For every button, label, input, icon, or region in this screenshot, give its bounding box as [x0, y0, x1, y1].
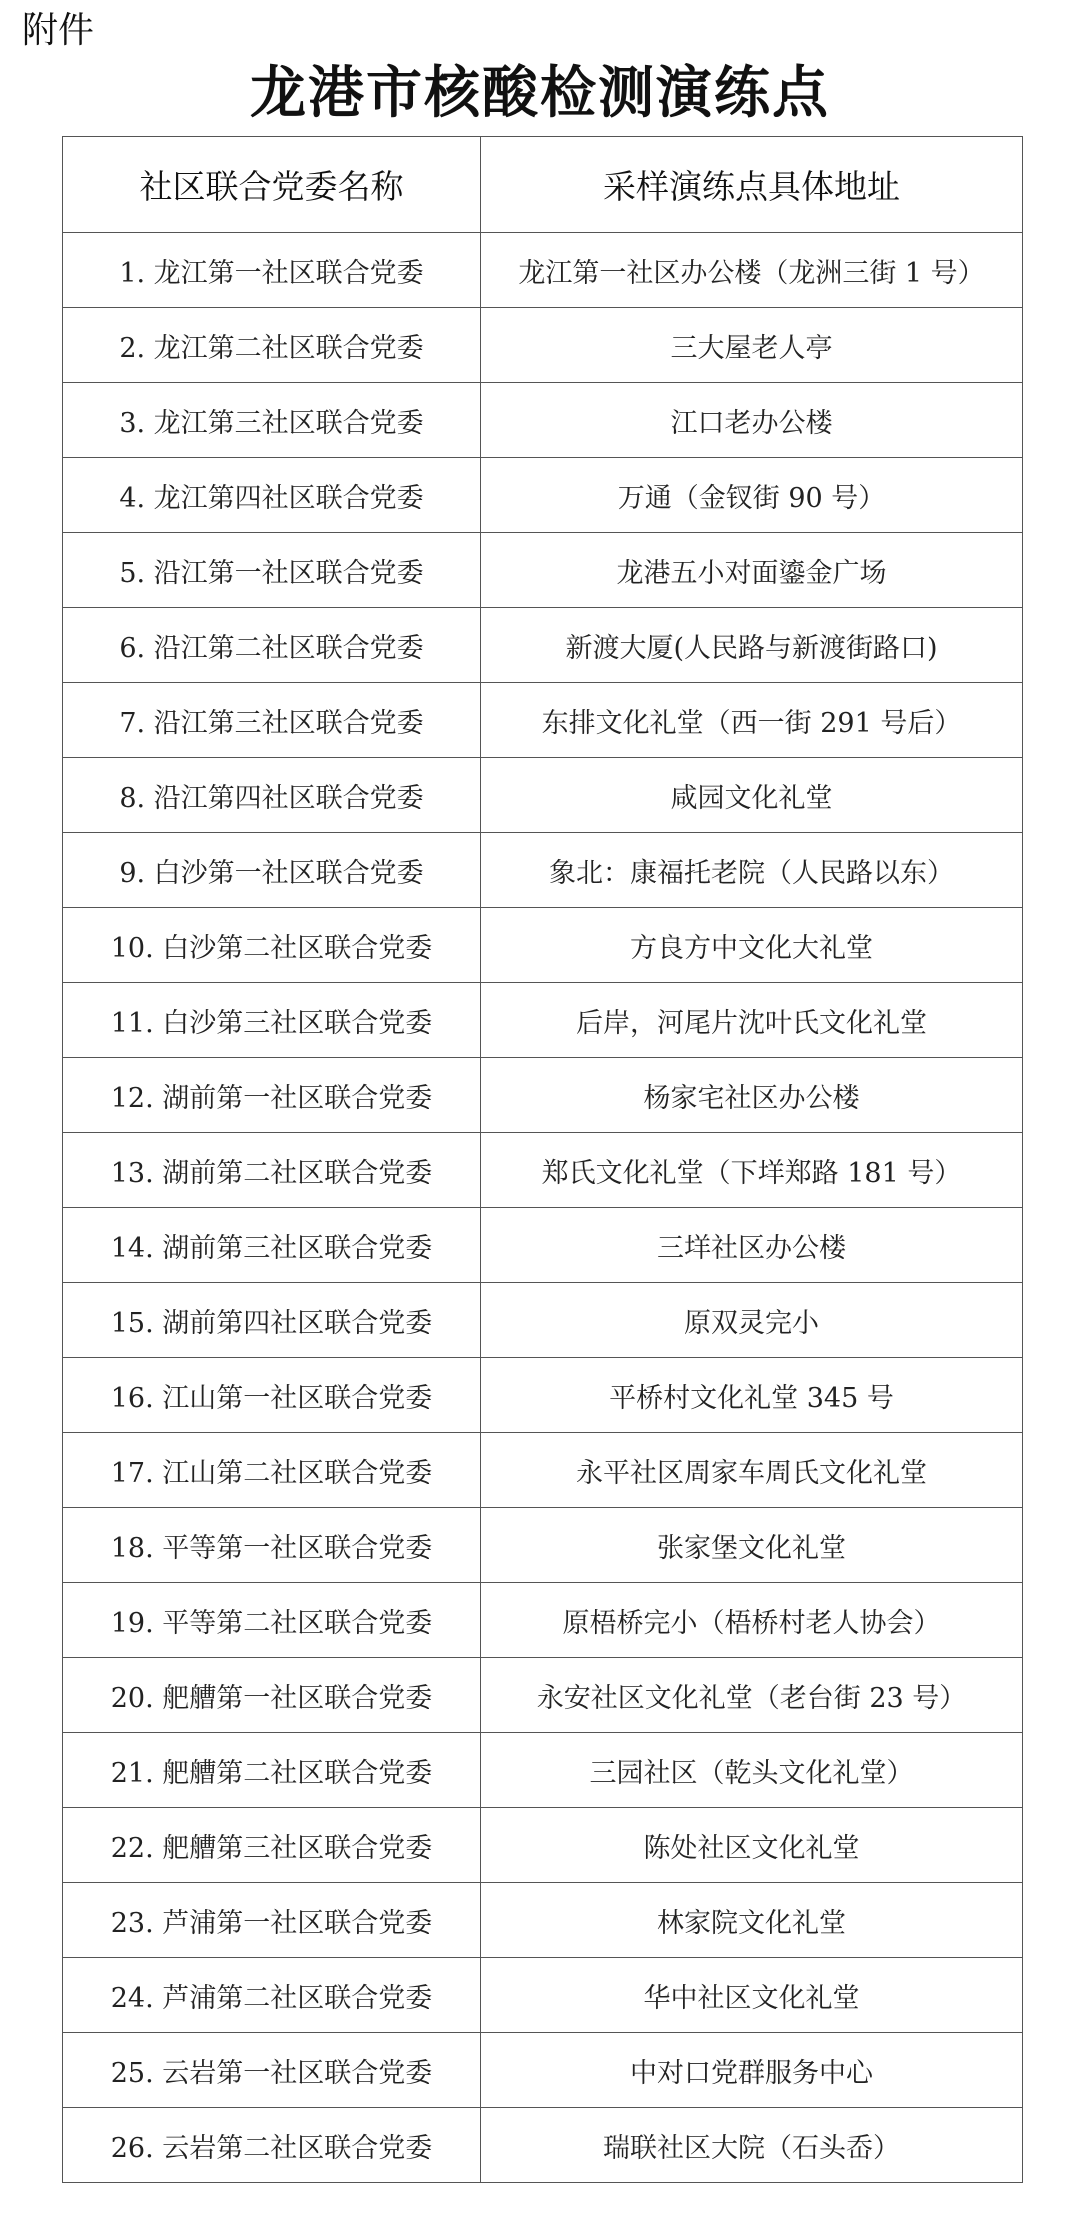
attachment-label: 附件 [22, 10, 95, 51]
community-committee-cell: 20. 舥艚第一社区联合党委 [63, 1658, 481, 1733]
community-committee-cell: 14. 湖前第三社区联合党委 [63, 1208, 481, 1283]
table-row [63, 308, 1023, 383]
table-row [63, 1883, 1023, 1958]
table-row [63, 1133, 1023, 1208]
sampling-address-cell: 原双灵完小 [481, 1283, 1023, 1358]
community-committee-cell: 24. 芦浦第二社区联合党委 [63, 1958, 481, 2033]
community-committee-cell: 6. 沿江第二社区联合党委 [63, 608, 481, 683]
table-row [63, 1583, 1023, 1658]
sampling-address-cell: 后岸，河尾片沈叶氏文化礼堂 [481, 983, 1023, 1058]
community-committee-cell: 12. 湖前第一社区联合党委 [63, 1058, 481, 1133]
table-row [63, 758, 1023, 833]
community-committee-cell: 22. 舥艚第三社区联合党委 [63, 1808, 481, 1883]
sampling-address-cell: 永平社区周家车周氏文化礼堂 [481, 1433, 1023, 1508]
table-row [63, 908, 1023, 983]
table-row [63, 1508, 1023, 1583]
community-committee-cell: 9. 白沙第一社区联合党委 [63, 833, 481, 908]
table-header-row [63, 137, 1023, 233]
table-row [63, 533, 1023, 608]
sampling-address-cell: 郑氏文化礼堂（下垟郑路 181 号） [481, 1133, 1023, 1208]
community-committee-cell: 17. 江山第二社区联合党委 [63, 1433, 481, 1508]
community-committee-cell: 21. 舥艚第二社区联合党委 [63, 1733, 481, 1808]
sampling-address-cell: 华中社区文化礼堂 [481, 1958, 1023, 2033]
header-sampling-address: 采样演练点具体地址 [481, 137, 1023, 233]
community-committee-cell: 18. 平等第一社区联合党委 [63, 1508, 481, 1583]
sampling-address-cell: 龙港五小对面鎏金广场 [481, 533, 1023, 608]
community-committee-cell: 2. 龙江第二社区联合党委 [63, 308, 481, 383]
table-row [63, 1358, 1023, 1433]
table-row [63, 1433, 1023, 1508]
community-committee-cell: 16. 江山第一社区联合党委 [63, 1358, 481, 1433]
table-row [63, 2108, 1023, 2183]
sampling-address-cell: 陈处社区文化礼堂 [481, 1808, 1023, 1883]
sampling-address-cell: 东排文化礼堂（西一街 291 号后） [481, 683, 1023, 758]
page-title: 龙港市核酸检测演练点 [250, 61, 830, 126]
sampling-address-cell: 江口老办公楼 [481, 383, 1023, 458]
table-row [63, 233, 1023, 308]
sampling-address-cell: 龙江第一社区办公楼（龙洲三街 1 号） [481, 233, 1023, 308]
community-committee-cell: 5. 沿江第一社区联合党委 [63, 533, 481, 608]
sampling-address-cell: 新渡大厦(人民路与新渡街路口) [481, 608, 1023, 683]
community-committee-cell: 3. 龙江第三社区联合党委 [63, 383, 481, 458]
table-row [63, 1733, 1023, 1808]
community-committee-cell: 23. 芦浦第一社区联合党委 [63, 1883, 481, 1958]
community-committee-cell: 19. 平等第二社区联合党委 [63, 1583, 481, 1658]
sampling-address-cell: 原梧桥完小（梧桥村老人协会） [481, 1583, 1023, 1658]
community-committee-cell: 4. 龙江第四社区联合党委 [63, 458, 481, 533]
community-committee-cell: 1. 龙江第一社区联合党委 [63, 233, 481, 308]
sampling-address-cell: 三大屋老人亭 [481, 308, 1023, 383]
table-row [63, 1958, 1023, 2033]
sampling-address-cell: 平桥村文化礼堂 345 号 [481, 1358, 1023, 1433]
sampling-address-cell: 杨家宅社区办公楼 [481, 1058, 1023, 1133]
table-row [63, 2033, 1023, 2108]
table-body [63, 233, 1023, 2183]
community-committee-cell: 15. 湖前第四社区联合党委 [63, 1283, 481, 1358]
header-community-committee: 社区联合党委名称 [63, 137, 481, 233]
table-row [63, 1058, 1023, 1133]
sampling-address-cell: 方良方中文化大礼堂 [481, 908, 1023, 983]
sampling-address-cell: 中对口党群服务中心 [481, 2033, 1023, 2108]
table-row [63, 1658, 1023, 1733]
table-row [63, 1808, 1023, 1883]
community-committee-cell: 13. 湖前第二社区联合党委 [63, 1133, 481, 1208]
sampling-address-cell: 三垟社区办公楼 [481, 1208, 1023, 1283]
table-row [63, 1283, 1023, 1358]
sampling-address-cell: 象北：康福托老院（人民路以东） [481, 833, 1023, 908]
table-row [63, 683, 1023, 758]
table-row [63, 383, 1023, 458]
community-committee-cell: 8. 沿江第四社区联合党委 [63, 758, 481, 833]
testing-points-table [62, 136, 1023, 2183]
sampling-address-cell: 万通（金钗街 90 号） [481, 458, 1023, 533]
sampling-address-cell: 瑞联社区大院（石头岙） [481, 2108, 1023, 2183]
sampling-address-cell: 林家院文化礼堂 [481, 1883, 1023, 1958]
community-committee-cell: 7. 沿江第三社区联合党委 [63, 683, 481, 758]
sampling-address-cell: 三园社区（乾头文化礼堂） [481, 1733, 1023, 1808]
table-row [63, 983, 1023, 1058]
community-committee-cell: 11. 白沙第三社区联合党委 [63, 983, 481, 1058]
sampling-address-cell: 咸园文化礼堂 [481, 758, 1023, 833]
sampling-address-cell: 张家堡文化礼堂 [481, 1508, 1023, 1583]
community-committee-cell: 10. 白沙第二社区联合党委 [63, 908, 481, 983]
table-row [63, 1208, 1023, 1283]
sampling-address-cell: 永安社区文化礼堂（老台街 23 号） [481, 1658, 1023, 1733]
table-row [63, 833, 1023, 908]
table-row [63, 608, 1023, 683]
table-row [63, 458, 1023, 533]
community-committee-cell: 25. 云岩第一社区联合党委 [63, 2033, 481, 2108]
community-committee-cell: 26. 云岩第二社区联合党委 [63, 2108, 481, 2183]
